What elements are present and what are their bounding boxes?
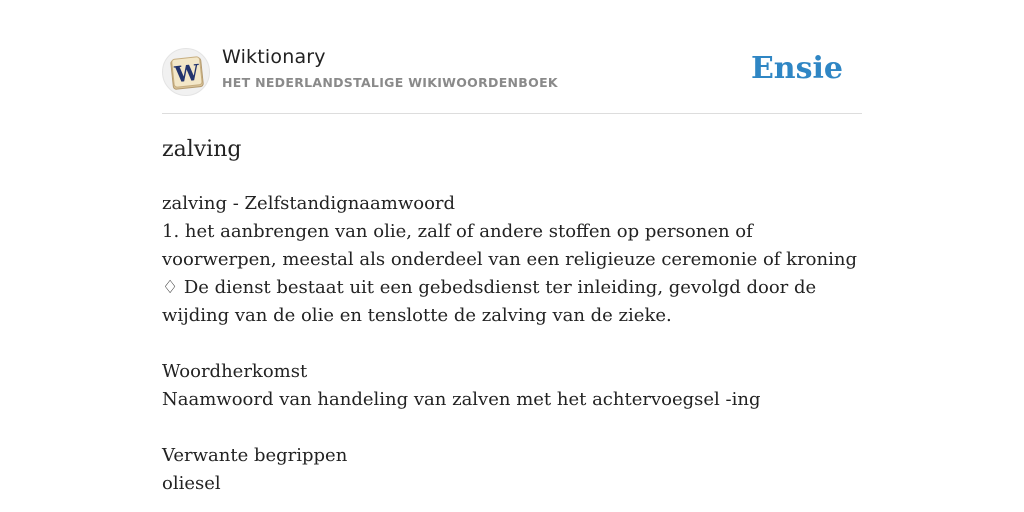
ensie-logo[interactable]: Ensie: [750, 51, 843, 86]
etymology-title: Woordherkomst: [162, 361, 308, 382]
entry-heading: zalving - Zelfstandignaamwoord: [162, 193, 456, 214]
spacer: [162, 414, 862, 442]
entry-example: ♢ De dienst bestaat uit een gebedsdienst ter inleiding, gevolgd door de wijding van de olie en tenslotte de zalving van de zieke.: [162, 277, 817, 326]
header-divider: [162, 113, 862, 114]
logo-letter: W: [173, 59, 201, 89]
entry-body: [162, 190, 862, 498]
entry-card: [162, 0, 862, 512]
related-title: Verwante begrippen: [162, 445, 348, 466]
entry-term: zalving: [162, 137, 242, 162]
etymology-text: Naamwoord van handeling van zalven met het achtervoegsel -ing: [162, 389, 761, 410]
entry-definition: 1. het aanbrengen van olie, zalf of andere stoffen op personen of voorwerpen, meestal als onderdeel van een religieuze ceremonie of kroning: [162, 221, 857, 270]
site-subtitle: HET NEDERLANDSTALIGE WIKIWOORDENBOEK: [222, 75, 558, 90]
spacer: [162, 330, 862, 358]
logo-tile: [168, 54, 206, 92]
related-text: oliesel: [162, 473, 221, 494]
wiktionary-logo-icon[interactable]: [162, 48, 210, 96]
site-header: [162, 46, 862, 96]
site-title[interactable]: Wiktionary: [222, 46, 326, 68]
